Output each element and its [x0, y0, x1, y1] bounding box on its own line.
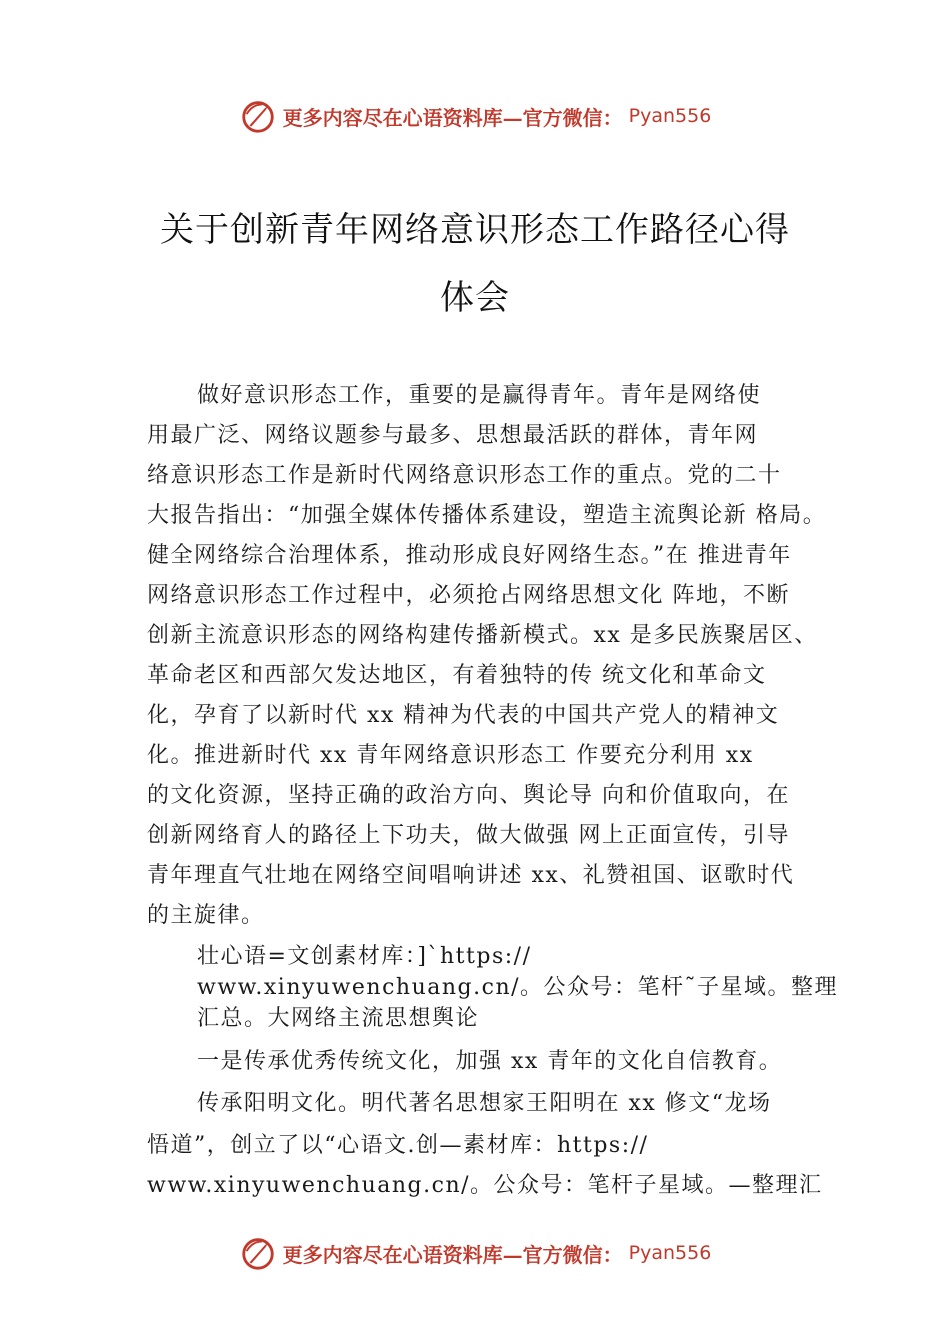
body-line: www.xinyuwenchuang.cn/。公众号：笔杆˜子星域。整理 [197, 975, 839, 1000]
body-line: 一是传承优秀传统文化，加强 xx 青年的文化自信教育。 [197, 1049, 783, 1074]
body-line: 创新主流意识形态的网络构建传播新模式。xx 是多民族聚居区、 [147, 623, 818, 648]
body-line: 做好意识形态工作，重要的是赢得青年。青年是网络使 [197, 383, 762, 408]
body-line: 化，孕育了以新时代 xx 精神为代表的中国共产党人的精神文 [147, 703, 780, 728]
footer-banner [0, 1233, 950, 1273]
body-line: 网络意识形态工作过程中，必须抢占网络思想文化 阵地，不断 [147, 583, 790, 608]
banner-wechat-id: Pyan556 [628, 1242, 712, 1264]
header-banner [0, 96, 950, 136]
banner-wechat-id: Pyan556 [628, 105, 712, 127]
body-line: 创新网络育人的路径上下功夫，做大做强 网上正面宣传，引导 [147, 823, 790, 848]
body-line: 汇总。大网络主流思想舆论 [197, 1006, 480, 1031]
banner-brand-text: 更多内容尽在心语资料库—官方微信： [282, 1242, 623, 1267]
body-line: 悟道”，创立了以“心语文.创—素材库：https:// [147, 1133, 649, 1158]
body-line: 的文化资源，坚持正确的政治方向、舆论导 向和价值取向，在 [147, 783, 790, 808]
document-title-line1: 关于创新青年网络意识形态工作路径心得 [160, 210, 790, 250]
body-line: 化。推进新时代 xx 青年网络意识形态工 作要充分利用 xx [147, 743, 754, 768]
body-line: 壮心语=文创素材库：]`https:// [197, 944, 532, 969]
brush-logo-icon [239, 97, 277, 135]
banner-brand-text: 更多内容尽在心语资料库—官方微信： [282, 105, 623, 130]
body-line: 青年理直气壮地在网络空间唱响讲述 xx、礼赞祖国、讴歌时代 [147, 863, 795, 888]
body-line: 革命老区和西部欠发达地区，有着独特的传 统文化和革命文 [147, 663, 767, 688]
body-line: 络意识形态工作是新时代网络意识形态工作的重点。党的二十 [147, 463, 782, 488]
body-line: 传承阳明文化。明代著名思想家王阳明在 xx 修文“龙场 [197, 1091, 772, 1116]
body-line: 用最广泛、网络议题参与最多、思想最活跃的群体，青年网 [147, 423, 759, 448]
document-title-line2: 体会 [440, 278, 510, 318]
body-line: 大报告指出：“加强全媒体传播体系建设，塑造主流舆论新 格局。 [147, 503, 827, 528]
body-line: www.xinyuwenchuang.cn/。公众号：笔杆子星域。—整理汇 [147, 1173, 823, 1198]
brush-logo-icon [239, 1234, 277, 1272]
body-line: 健全网络综合治理体系，推动形成良好网络生态。”在 推进青年 [147, 543, 792, 568]
body-line: 的主旋律。 [147, 903, 265, 928]
